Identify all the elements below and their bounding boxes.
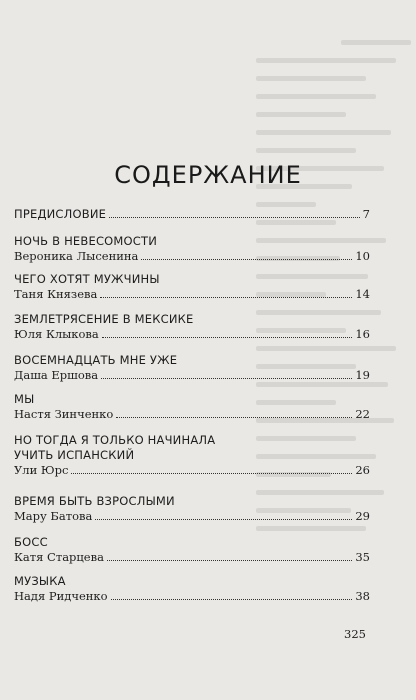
toc-page-number: 35 — [355, 550, 370, 564]
toc-entry[interactable] — [14, 234, 370, 264]
toc-title: СОДЕРЖАНИЕ — [114, 161, 302, 189]
toc-page-number: 16 — [355, 327, 370, 341]
toc-entry-heading: БОСС — [14, 535, 48, 549]
toc-entry-preface[interactable] — [14, 207, 370, 222]
toc-entry-heading: ВРЕМЯ БЫТЬ ВЗРОСЛЫМИ — [14, 494, 175, 508]
toc-entry-author: Даша Ершова — [14, 368, 99, 382]
toc-page-number: 14 — [355, 287, 370, 301]
toc-page-number: 19 — [355, 368, 370, 382]
toc-entry[interactable] — [14, 312, 370, 342]
toc-entry-author: Таня Князева — [14, 287, 98, 301]
dot-leader — [101, 378, 352, 379]
toc-entry-heading-line2: УЧИТЬ ИСПАНСКИЙ — [14, 448, 135, 462]
toc-entry-heading: ЧЕГО ХОТЯТ МУЖЧИНЫ — [14, 272, 160, 286]
toc-entry[interactable] — [14, 392, 370, 422]
toc-entry[interactable] — [14, 433, 370, 478]
toc-entry-heading: МЫ — [14, 392, 35, 406]
toc-entry-author: Вероника Лысенина — [14, 249, 139, 263]
dot-leader — [95, 519, 352, 520]
toc-page-number: 7 — [362, 207, 370, 221]
toc-entry-heading: НО ТОГДА Я ТОЛЬКО НАЧИНАЛА — [14, 433, 216, 447]
toc-entry[interactable] — [14, 574, 370, 604]
dot-leader — [100, 297, 352, 298]
toc-entry-heading: НОЧЬ В НЕВЕСОМОСТИ — [14, 234, 158, 248]
toc-entry-author: Мару Батова — [14, 509, 93, 523]
dot-leader — [71, 473, 352, 474]
toc-entry[interactable] — [14, 535, 370, 565]
toc-entry-heading: ЗЕМЛЕТРЯСЕНИЕ В МЕКСИКЕ — [14, 312, 194, 326]
toc-entry-author: Юля Клыкова — [14, 327, 99, 341]
page-number: 325 — [344, 627, 366, 641]
toc-page-number: 10 — [355, 249, 370, 263]
toc-entry[interactable] — [14, 494, 370, 524]
toc-entry[interactable] — [14, 272, 370, 302]
toc-entry-author: Надя Ридченко — [14, 589, 108, 603]
toc-page-number: 38 — [355, 589, 370, 603]
toc-entry[interactable] — [14, 353, 370, 383]
toc-entry-heading: МУЗЫКА — [14, 574, 66, 588]
toc-entry-author: Настя Зинченко — [14, 407, 114, 421]
toc-page-number: 22 — [355, 407, 370, 421]
toc-entry-title: ПРЕДИСЛОВИЕ — [14, 207, 107, 221]
toc-page-number: 29 — [355, 509, 370, 523]
toc-page-number: 26 — [355, 463, 370, 477]
toc-entry-author: Катя Старцева — [14, 550, 104, 564]
dot-leader — [109, 217, 360, 218]
toc-entry-author: Ули Юрс — [14, 463, 69, 477]
toc-entry-heading: ВОСЕМНАДЦАТЬ МНЕ УЖЕ — [14, 353, 178, 367]
dot-leader — [116, 417, 352, 418]
dot-leader — [102, 337, 353, 338]
dot-leader — [107, 560, 352, 561]
dot-leader — [111, 599, 353, 600]
dot-leader — [141, 259, 352, 260]
